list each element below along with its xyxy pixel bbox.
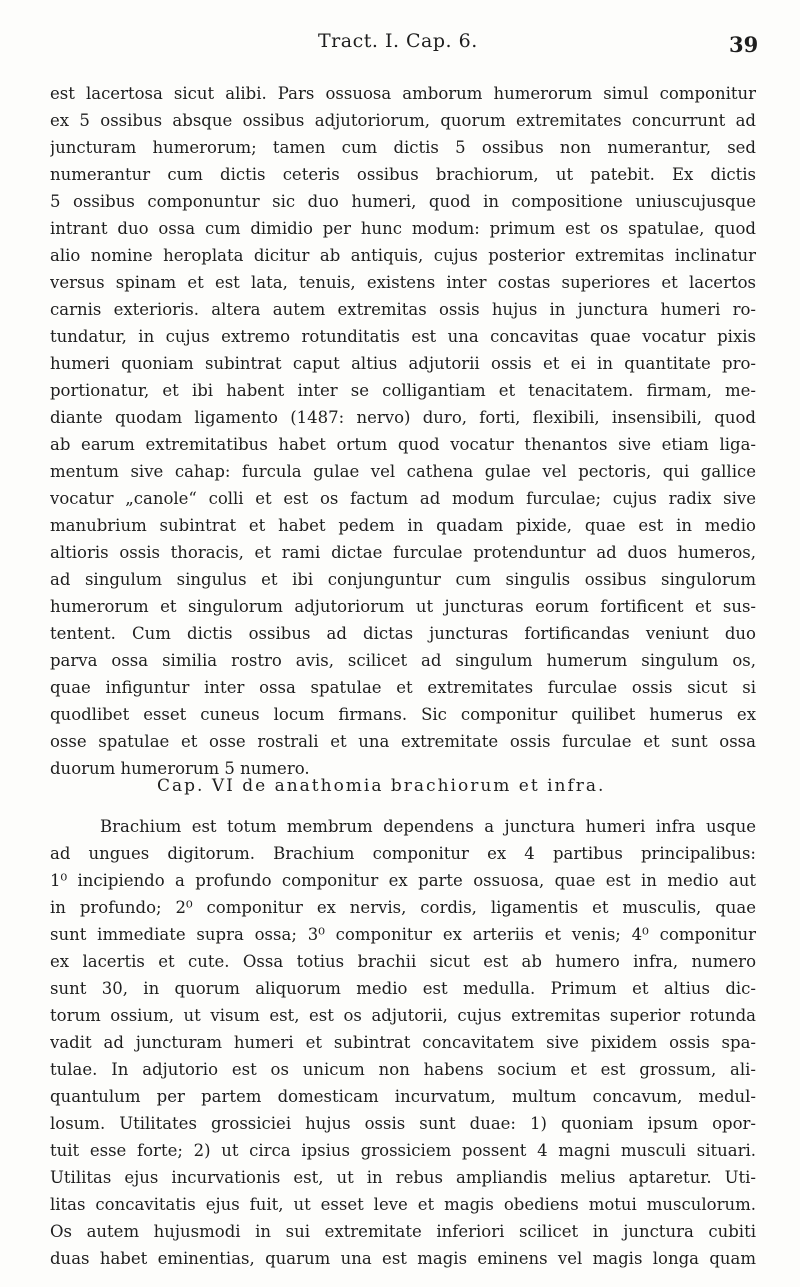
text-line: duorum humerorum 5 numero.: [50, 759, 310, 778]
text-line: losum. Utilitates grossiciei hujus ossis sunt duae: 1) quoniam ipsum opor-: [50, 1114, 756, 1133]
text-line: portionatur, et ibi habent inter se colligantiam et tenacitatem. firmam, me-: [50, 381, 756, 400]
text-line: tentent. Cum dictis ossibus ad dictas juncturas fortificandas veniunt duo: [50, 624, 756, 643]
text-line: osse spatulae et osse rostrali et una extremitate ossis furculae et sunt ossa: [50, 732, 756, 751]
text-line: altioris ossis thoracis, et rami dictae furculae protenduntur ad duos humeros,: [50, 543, 756, 562]
text-line: 5 ossibus componuntur sic duo humeri, quod in compositione uniuscujusque: [50, 192, 756, 211]
text-line: manubrium subintrat et habet pedem in quadam pixide, quae est in medio: [50, 516, 756, 535]
text-line: parva ossa similia rostro avis, scilicet ad singulum humerum singulum os,: [50, 651, 756, 670]
text-line: quantulum per partem domesticam incurvatum, multum concavum, medul-: [50, 1087, 756, 1106]
text-line: 1⁰ incipiendo a profundo componitur ex parte ossuosa, quae est in medio aut: [50, 871, 756, 890]
text-line: ex lacertis et cute. Ossa totius brachii sicut est ab humero infra, numero: [50, 952, 756, 971]
text-line: tundatur, in cujus extremo rotunditatis est una concavitas quae vocatur pixis: [50, 327, 756, 346]
text-line: carnis exterioris. altera autem extremitas ossis hujus in junctura humeri ro-: [50, 300, 756, 319]
text-line: sunt 30, in quorum aliquorum medio est medulla. Primum et altius dic-: [50, 979, 756, 998]
text-line: tulae. In adjutorio est os unicum non habens socium et est grossum, ali-: [50, 1060, 756, 1079]
text-line: ad ungues digitorum. Brachium componitur ex 4 partibus principalibus:: [50, 844, 756, 863]
text-line: duas habet eminentias, quarum una est magis eminens vel magis longa quam: [50, 1249, 756, 1268]
text-line: juncturam humerorum; tamen cum dictis 5 ossibus non numerantur, sed: [50, 138, 756, 157]
paragraph-brachium: [50, 813, 756, 1272]
text-line: est lacertosa sicut alibi. Pars ossuosa amborum humerorum simul componitur: [50, 84, 756, 103]
text-line: versus spinam et est lata, tenuis, existens inter costas superiores et lacertos: [50, 273, 756, 292]
text-line: numerantur cum dictis ceteris ossibus brachiorum, ut patebit. Ex dictis: [50, 165, 756, 184]
text-line: mentum sive cahap: furcula gulae vel cathena gulae vel pectoris, qui gallice: [50, 462, 756, 481]
text-line: ab earum extremitatibus habet ortum quod vocatur thenantos sive etiam liga-: [50, 435, 756, 454]
text-line: quae infiguntur inter ossa spatulae et extremitates furculae ossis sicut si: [50, 678, 756, 697]
running-head: Tract. I. Cap. 6.: [318, 30, 478, 52]
text-line: intrant duo ossa cum dimidio per hunc modum: primum est os spatulae, quod: [50, 219, 756, 238]
page-number: 39: [729, 32, 759, 57]
text-line: Utilitas ejus incurvationis est, ut in rebus ampliandis melius aptaretur. Uti-: [50, 1168, 756, 1187]
text-line: ex 5 ossibus absque ossibus adjutoriorum, quorum extremitates concurrunt ad: [50, 111, 756, 130]
text-line: humeri quoniam subintrat caput altius adjutorii ossis et ei in quantitate pro-: [50, 354, 756, 373]
text-line: quodlibet esset cuneus locum firmans. Sic componitur quilibet humerus ex: [50, 705, 756, 724]
text-line: Brachium est totum membrum dependens a junctura humeri infra usque: [100, 817, 756, 836]
text-line: diante quodam ligamento (1487: nervo) duro, forti, flexibili, insensibili, quod: [50, 408, 756, 427]
text-line: ad singulum singulus et ibi conjunguntur cum singulis ossibus singulorum: [50, 570, 756, 589]
text-line: vocatur „canole“ colli et est os factum ad modum furculae; cujus radix sive: [50, 489, 756, 508]
text-line: sunt immediate supra ossa; 3⁰ componitur ex arteriis et venis; 4⁰ componitur: [50, 925, 756, 944]
text-line: humerorum et singulorum adjutoriorum ut juncturas eorum fortificent et sus-: [50, 597, 756, 616]
text-line: alio nomine heroplata dicitur ab antiquis, cujus posterior extremitas inclinatur: [50, 246, 756, 265]
text-line: in profundo; 2⁰ componitur ex nervis, cordis, ligamentis et musculis, quae: [50, 898, 756, 917]
text-line: litas concavitatis ejus fuit, ut esset leve et magis obediens motui musculorum.: [50, 1195, 756, 1214]
text-line: Os autem hujusmodi in sui extremitate inferiori scilicet in junctura cubiti: [50, 1222, 756, 1241]
paragraph-continued: [50, 80, 756, 782]
text-line: torum ossium, ut visum est, est os adjutorii, cujus extremitas superior rotunda: [50, 1006, 756, 1025]
chapter-heading: Cap. VI de anathomia brachiorum et infra.: [157, 776, 606, 796]
text-line: tuit esse forte; 2) ut circa ipsius grossiciem possent 4 magni musculi situari.: [50, 1141, 756, 1160]
text-line: vadit ad juncturam humeri et subintrat concavitatem sive pixidem ossis spa-: [50, 1033, 756, 1052]
